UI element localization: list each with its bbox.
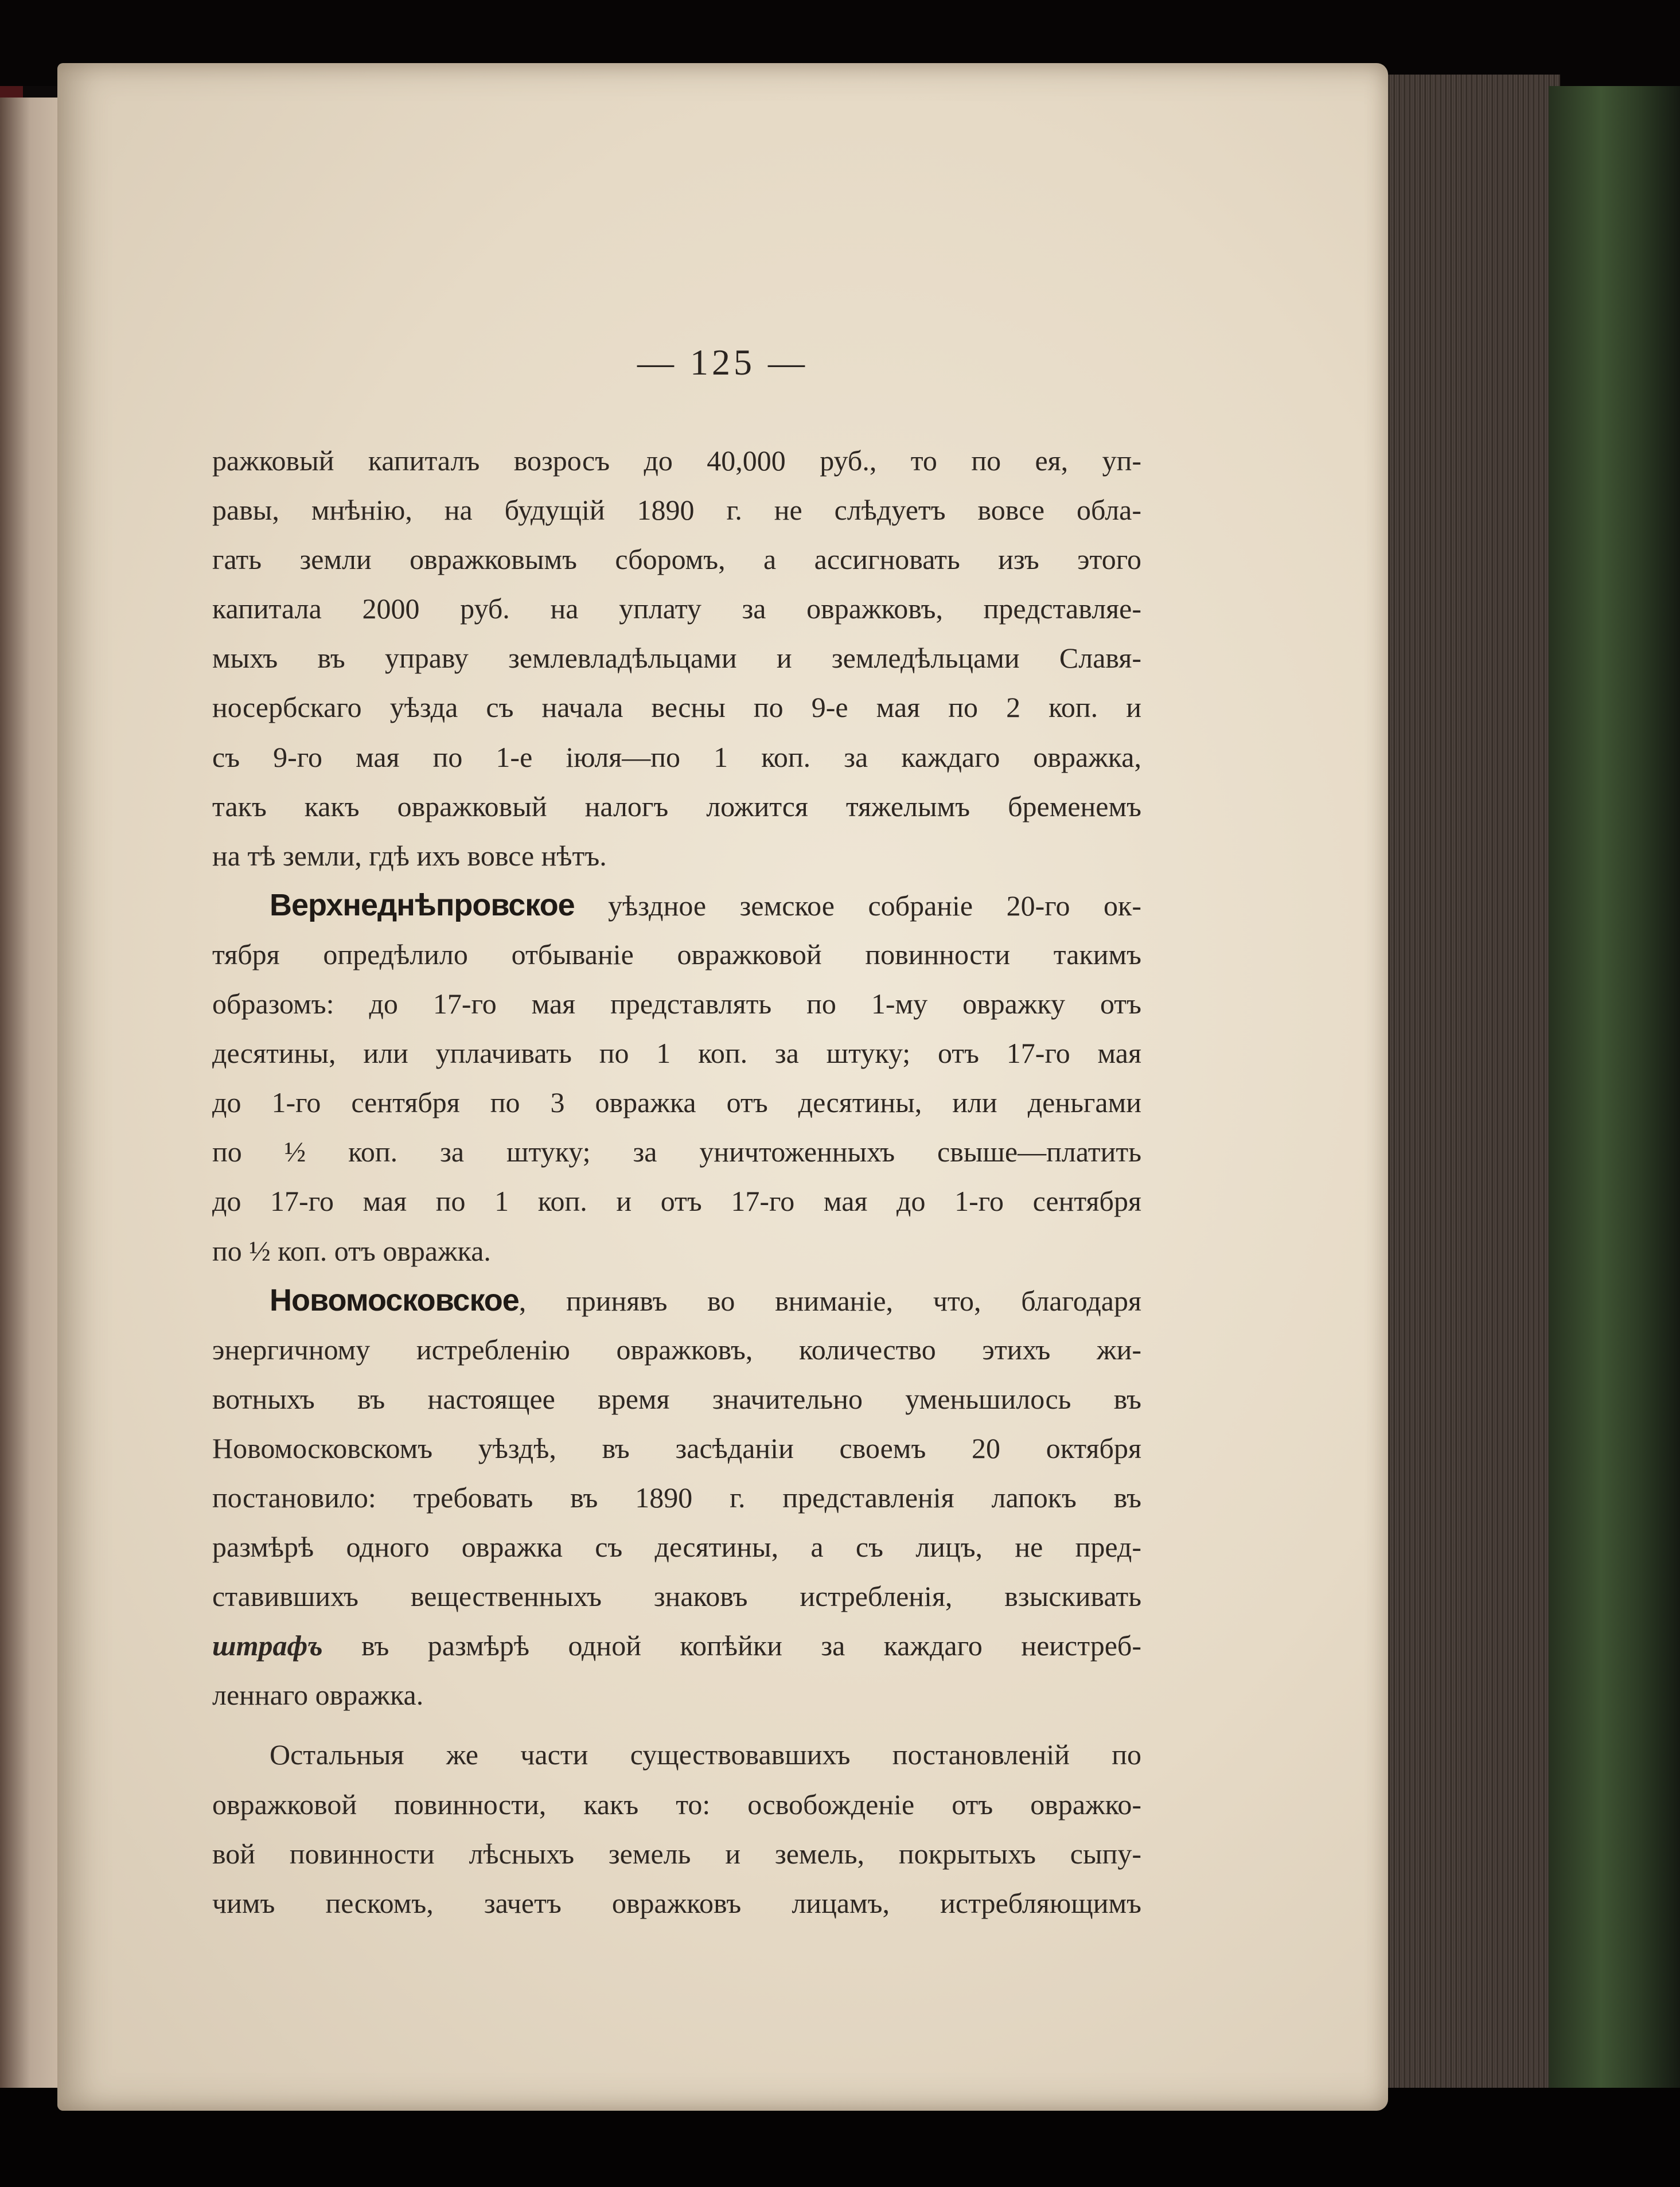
book-cover — [1549, 86, 1680, 2111]
text-line: до 17-го мая по 1 коп. и отъ 17-го мая до 1-го сентября — [212, 1185, 1141, 1218]
text-span: , принявъ во вниманіе, что, благодаря — [519, 1284, 1141, 1317]
text-line: ставившихъ вещественныхъ знаковъ истребленія, взыскивать — [212, 1580, 1141, 1613]
text-line: десятины, или уплачивать по 1 коп. за штуку; отъ 17-го мая — [212, 1037, 1141, 1070]
text-line: Остальныя же части существовавшихъ постановленій по — [270, 1738, 1141, 1771]
text-line: образомъ: до 17-го мая представлять по 1-му овражку отъ — [212, 988, 1141, 1020]
italic-word: штрафъ — [212, 1629, 323, 1662]
text-line: тября опредѣлило отбываніе овражковой повинности такимъ — [212, 938, 1141, 970]
text-span: въ размѣрѣ одной копѣйки за каждаго неистреб- — [322, 1629, 1141, 1662]
text-line: постановило: требовать въ 1890 г. представленія лапокъ въ — [212, 1481, 1141, 1514]
text-line: до 1-го сентября по 3 овражка отъ десятины, или деньгами — [212, 1086, 1141, 1119]
text-line: такъ какъ овражковый налогъ ложится тяжелымъ бременемъ — [212, 790, 1141, 822]
text-line: вой повинности лѣсныхъ земель и земель, покрытыхъ сыпу- — [212, 1837, 1141, 1870]
text-line: овражковой повинности, какъ то: освобожденіе отъ овражко- — [212, 1788, 1141, 1820]
paragraph-heading: Верхнеднѣпровское — [270, 887, 575, 922]
text-line: размѣрѣ одного овражка съ десятины, а съ лицъ, не пред- — [212, 1531, 1141, 1564]
text-line: Новомосковскомъ уѣздѣ, въ засѣданіи своемъ 20 октября — [212, 1432, 1141, 1464]
page-number: — 125 — — [637, 342, 808, 383]
book-page — [57, 63, 1388, 2111]
page-fore-edge — [1365, 75, 1560, 2116]
text-line: гать земли овражковымъ сборомъ, а ассигновать изъ этого — [212, 543, 1141, 576]
text-line — [212, 1621, 1141, 1670]
text-line: мыхъ въ управу землевладѣльцами и земледѣльцами Славя- — [212, 642, 1141, 675]
text-line: съ 9-го мая по 1-е іюля—по 1 коп. за каждаго овражка, — [212, 740, 1141, 773]
text-line: равы, мнѣнію, на будущій 1890 г. не слѣдуетъ вовсе обла- — [212, 494, 1141, 527]
text-line: по ½ коп. за штуку; за уничтоженныхъ свыше—платить — [212, 1136, 1141, 1168]
text-span: уѣздное земское собраніе 20-го ок- — [574, 889, 1141, 922]
text-line: леннаго овражка. — [212, 1679, 424, 1712]
paragraph-heading: Новомосковское — [270, 1282, 519, 1317]
text-line: энергичному истребленію овражковъ, количество этихъ жи- — [212, 1333, 1141, 1366]
text-line: ражковый капиталъ возросъ до 40,000 руб., то по ея, уп- — [212, 445, 1141, 477]
text-line: вотныхъ въ настоящее время значительно уменьшилось въ — [212, 1382, 1141, 1415]
text-line: по ½ коп. отъ овражка. — [212, 1234, 491, 1267]
page-text — [212, 436, 1141, 1928]
text-line: капитала 2000 руб. на уплату за овражковъ, представляе- — [212, 592, 1141, 625]
text-line: чимъ пескомъ, зачетъ овражковъ лицамъ, истребляющимъ — [212, 1886, 1141, 1919]
text-line: на тѣ земли, гдѣ ихъ вовсе нѣтъ. — [212, 839, 607, 872]
text-line — [212, 1276, 1141, 1325]
text-line — [212, 880, 1141, 930]
text-line: носербскаго уѣзда съ начала весны по 9-е мая по 2 коп. и — [212, 691, 1141, 724]
